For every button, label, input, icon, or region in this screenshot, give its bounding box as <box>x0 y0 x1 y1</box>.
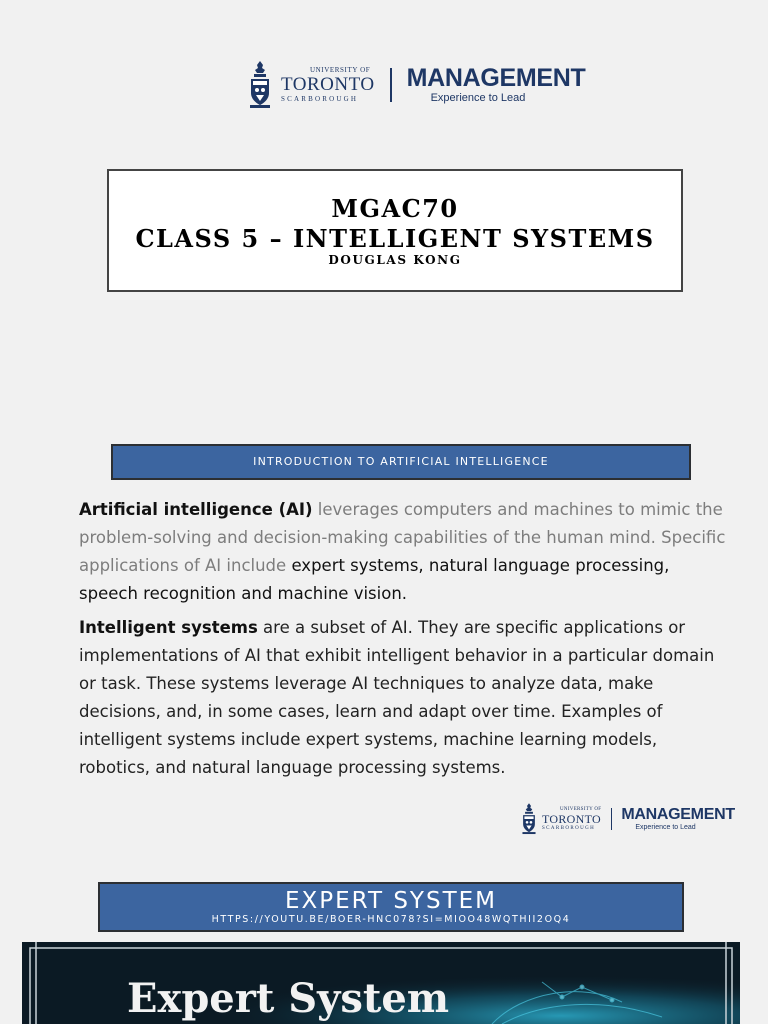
toronto-text: TORONTO <box>281 74 375 95</box>
intro-section-banner: INTRODUCTION TO ARTIFICIAL INTELLIGENCE <box>111 444 691 480</box>
toronto-text: TORONTO <box>542 812 601 826</box>
ai-term: Artificial intelligence (AI) <box>79 500 313 519</box>
university-of-text: UNIVERSITY OF <box>310 66 371 74</box>
author-name: DOUGLAS KONG <box>328 253 462 267</box>
ai-definition-paragraph <box>79 496 731 608</box>
scarborough-text: SCARBOROUGH <box>542 826 596 831</box>
logo-divider <box>390 68 392 102</box>
thumbnail-title: Expert System <box>127 975 450 1022</box>
tagline-text: Experience to Lead <box>635 824 696 831</box>
crest-icon <box>248 59 272 111</box>
course-code: MGAC70 <box>331 194 459 223</box>
ai-definition-text: leverages computers and machines to mimic the problem-solving and decision-making capabilities of the human mind. Specific applications of AI include <box>79 500 726 575</box>
management-text: MANAGEMENT <box>621 806 735 823</box>
logo-divider <box>611 808 612 830</box>
uoft-management-logo <box>248 59 586 111</box>
ai-applications-text: expert systems, natural language processing, speech recognition and machine vision. <box>79 556 670 603</box>
expert-system-heading: EXPERT SYSTEM <box>284 888 498 914</box>
class-title: CLASS 5 – INTELLIGENT SYSTEMS <box>135 224 655 253</box>
expert-system-banner <box>98 882 684 932</box>
management-wordmark <box>407 66 586 104</box>
management-wordmark <box>621 807 734 831</box>
crest-icon <box>521 802 537 836</box>
uoft-management-logo-small <box>521 802 735 836</box>
tagline-text: Experience to Lead <box>430 92 526 104</box>
university-wordmark <box>281 67 375 103</box>
intelligent-systems-term: Intelligent systems <box>79 618 258 637</box>
title-box <box>107 169 683 292</box>
scarborough-text: SCARBOROUGH <box>281 95 359 103</box>
intelligent-systems-text: are a subset of AI. They are specific applications or implementations of AI that exhibit intelligent behavior in a particular domain or task. These systems leverage AI techniques to analyze data, make decisions, and, in some cases, learn and adapt over time. Examples of intelligent systems include expert systems, machine learning models, robotics, and natural language processing systems. <box>79 618 715 777</box>
video-link[interactable]: HTTPS://YOUTU.BE/BOER-HNC078?SI=MIOO48WQTHII2OQ4 <box>211 914 571 925</box>
intelligent-systems-paragraph <box>79 614 731 782</box>
university-wordmark <box>542 807 601 831</box>
video-thumbnail[interactable] <box>22 942 740 1024</box>
university-of-text: UNIVERSITY OF <box>560 807 602 812</box>
management-text: MANAGEMENT <box>406 64 586 92</box>
thumbnail-artwork <box>22 942 740 1024</box>
